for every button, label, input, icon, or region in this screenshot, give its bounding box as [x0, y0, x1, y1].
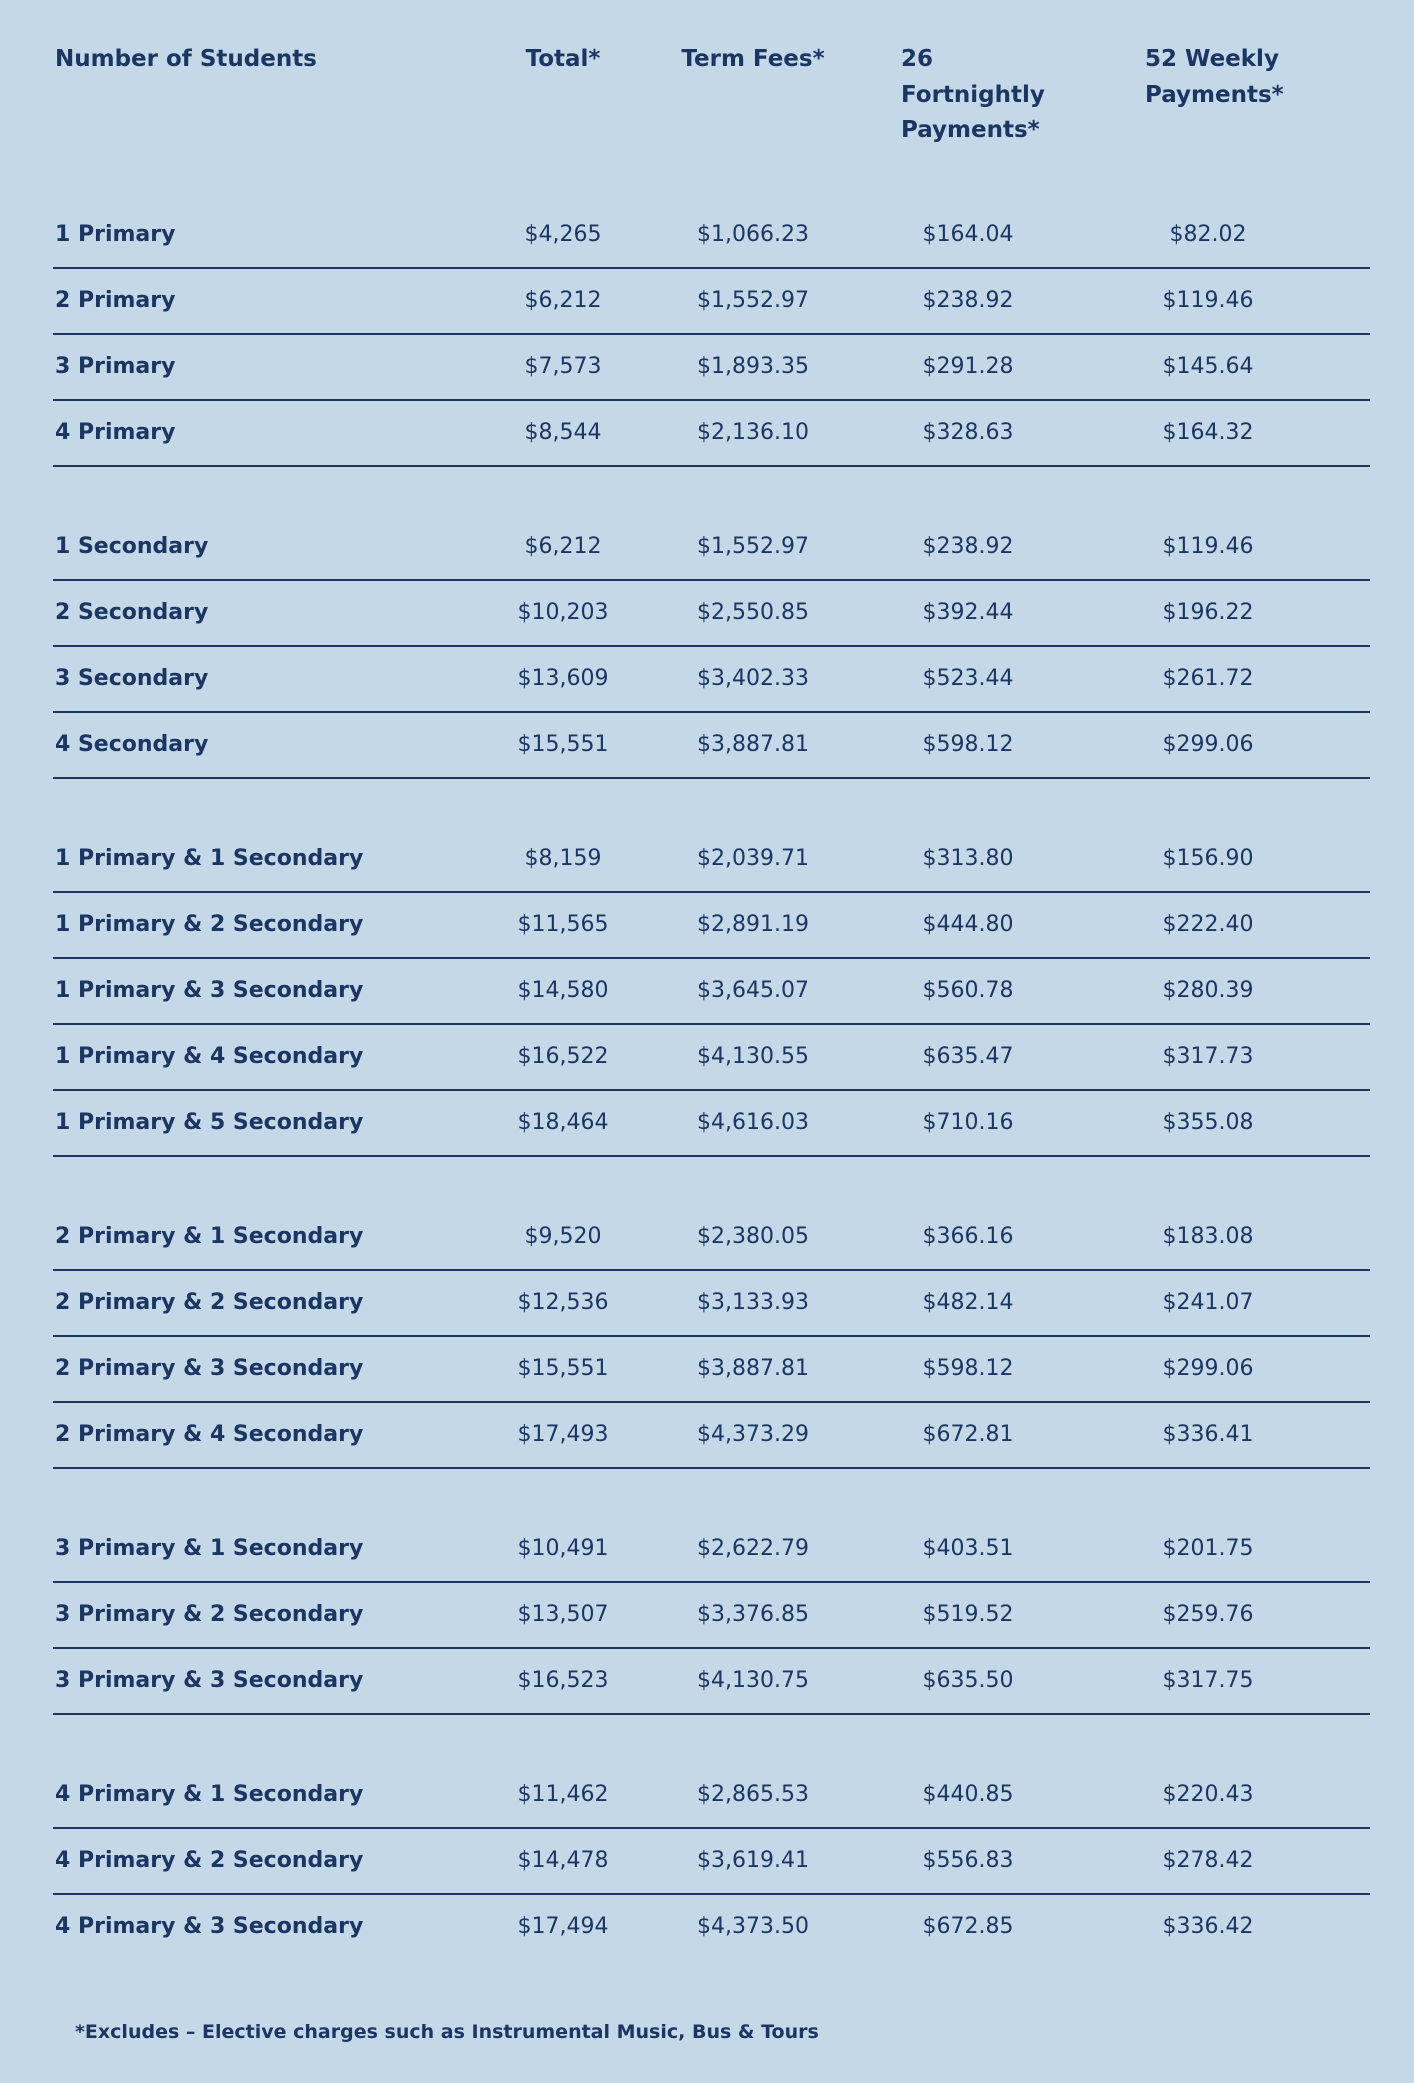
total-value: $10,203	[517, 600, 609, 626]
fortnightly-value: $598.12	[922, 1356, 1014, 1382]
table-row	[53, 647, 1370, 713]
weekly-value: $119.46	[1162, 534, 1254, 560]
table-row	[53, 269, 1370, 335]
total-value: $10,491	[517, 1536, 609, 1562]
fortnightly-value: $403.51	[922, 1536, 1014, 1562]
header-term-fees: Term Fees*	[681, 46, 825, 72]
term-fees-value: $4,373.50	[697, 1914, 809, 1940]
table-row	[53, 1895, 1370, 1959]
fortnightly-value: $313.80	[922, 846, 1014, 872]
term-fees-value: $4,616.03	[697, 1110, 809, 1136]
row-label: 3 Primary	[55, 354, 176, 380]
row-label: 2 Secondary	[55, 600, 209, 626]
term-fees-value: $1,552.97	[697, 288, 809, 314]
fortnightly-value: $238.92	[922, 288, 1014, 314]
fortnightly-value: $556.83	[922, 1848, 1014, 1874]
term-fees-value: $4,130.75	[697, 1668, 809, 1694]
total-value: $6,212	[524, 534, 602, 560]
row-label: 2 Primary & 1 Secondary	[55, 1224, 364, 1250]
row-label: 1 Secondary	[55, 534, 209, 560]
header-number-of-students: Number of Students	[55, 46, 317, 72]
fortnightly-value: $672.81	[922, 1422, 1014, 1448]
table-row	[53, 401, 1370, 467]
table-row	[53, 1025, 1370, 1091]
total-value: $18,464	[517, 1110, 609, 1136]
weekly-value: $145.64	[1162, 354, 1254, 380]
row-label: 1 Primary	[55, 222, 176, 248]
weekly-value: $119.46	[1162, 288, 1254, 314]
total-value: $12,536	[517, 1290, 609, 1316]
table-row	[53, 959, 1370, 1025]
row-label: 1 Primary & 3 Secondary	[55, 978, 364, 1004]
fee-group	[53, 203, 1370, 467]
weekly-value: $261.72	[1162, 666, 1254, 692]
fortnightly-value: $440.85	[922, 1782, 1014, 1808]
term-fees-value: $2,891.19	[697, 912, 809, 938]
fortnightly-value: $635.47	[922, 1044, 1014, 1070]
term-fees-value: $2,380.05	[697, 1224, 809, 1250]
table-row	[53, 893, 1370, 959]
row-label: 1 Primary & 1 Secondary	[55, 846, 364, 872]
term-fees-value: $1,893.35	[697, 354, 809, 380]
fee-group	[53, 515, 1370, 779]
row-label: 4 Primary & 3 Secondary	[55, 1914, 364, 1940]
fortnightly-value: $444.80	[922, 912, 1014, 938]
table-row	[53, 581, 1370, 647]
weekly-value: $156.90	[1162, 846, 1254, 872]
table-row	[53, 1517, 1370, 1583]
total-value: $15,551	[517, 732, 609, 758]
term-fees-value: $3,133.93	[697, 1290, 809, 1316]
total-value: $16,523	[517, 1668, 609, 1694]
table-row	[53, 1271, 1370, 1337]
fortnightly-value: $291.28	[922, 354, 1014, 380]
total-value: $17,493	[517, 1422, 609, 1448]
weekly-value: $82.02	[1169, 222, 1247, 248]
row-label: 3 Primary & 2 Secondary	[55, 1602, 364, 1628]
term-fees-value: $2,136.10	[697, 420, 809, 446]
row-label: 4 Primary & 1 Secondary	[55, 1782, 364, 1808]
fortnightly-value: $238.92	[922, 534, 1014, 560]
term-fees-value: $2,039.71	[697, 846, 809, 872]
table-row	[53, 827, 1370, 893]
total-value: $13,609	[517, 666, 609, 692]
table-row	[53, 1337, 1370, 1403]
fortnightly-value: $519.52	[922, 1602, 1014, 1628]
term-fees-value: $2,550.85	[697, 600, 809, 626]
total-value: $8,159	[524, 846, 602, 872]
weekly-value: $201.75	[1162, 1536, 1254, 1562]
term-fees-value: $4,130.55	[697, 1044, 809, 1070]
weekly-value: $355.08	[1162, 1110, 1254, 1136]
total-value: $14,478	[517, 1848, 609, 1874]
fortnightly-value: $672.85	[922, 1914, 1014, 1940]
fee-group	[53, 1517, 1370, 1715]
total-value: $8,544	[524, 420, 602, 446]
term-fees-value: $3,887.81	[697, 1356, 809, 1382]
fee-table-groups	[53, 203, 1370, 1959]
fortnightly-value: $482.14	[922, 1290, 1014, 1316]
weekly-value: $222.40	[1162, 912, 1254, 938]
weekly-value: $336.41	[1162, 1422, 1254, 1448]
fee-group	[53, 827, 1370, 1157]
weekly-value: $241.07	[1162, 1290, 1254, 1316]
table-row	[53, 1091, 1370, 1157]
term-fees-value: $1,552.97	[697, 534, 809, 560]
fortnightly-value: $523.44	[922, 666, 1014, 692]
weekly-value: $280.39	[1162, 978, 1254, 1004]
table-header-row	[53, 42, 1370, 149]
weekly-value: $299.06	[1162, 732, 1254, 758]
table-row	[53, 1763, 1370, 1829]
fee-group	[53, 1205, 1370, 1469]
weekly-value: $259.76	[1162, 1602, 1254, 1628]
row-label: 3 Primary & 1 Secondary	[55, 1536, 364, 1562]
header-fortnightly-payments: 26 Fortnightly Payments*	[901, 46, 1045, 144]
weekly-value: $317.75	[1162, 1668, 1254, 1694]
fortnightly-value: $560.78	[922, 978, 1014, 1004]
header-weekly-payments: 52 Weekly Payments*	[1145, 46, 1284, 108]
weekly-value: $299.06	[1162, 1356, 1254, 1382]
table-row	[53, 1583, 1370, 1649]
table-row	[53, 335, 1370, 401]
table-row	[53, 1649, 1370, 1715]
term-fees-value: $1,066.23	[697, 222, 809, 248]
term-fees-value: $4,373.29	[697, 1422, 809, 1448]
total-value: $14,580	[517, 978, 609, 1004]
row-label: 2 Primary & 2 Secondary	[55, 1290, 364, 1316]
row-label: 2 Primary & 3 Secondary	[55, 1356, 364, 1382]
table-row	[53, 515, 1370, 581]
total-value: $16,522	[517, 1044, 609, 1070]
fortnightly-value: $164.04	[922, 222, 1014, 248]
total-value: $11,462	[517, 1782, 609, 1808]
total-value: $9,520	[524, 1224, 602, 1250]
table-row	[53, 203, 1370, 269]
weekly-value: $278.42	[1162, 1848, 1254, 1874]
row-label: 4 Primary & 2 Secondary	[55, 1848, 364, 1874]
table-row	[53, 1205, 1370, 1271]
footnote: *Excludes – Elective charges such as Instrumental Music, Bus & Tours	[75, 2020, 819, 2043]
term-fees-value: $3,376.85	[697, 1602, 809, 1628]
row-label: 1 Primary & 4 Secondary	[55, 1044, 364, 1070]
weekly-value: $183.08	[1162, 1224, 1254, 1250]
weekly-value: $164.32	[1162, 420, 1254, 446]
total-value: $7,573	[524, 354, 602, 380]
row-label: 2 Primary & 4 Secondary	[55, 1422, 364, 1448]
row-label: 4 Primary	[55, 420, 176, 446]
table-row	[53, 1829, 1370, 1895]
total-value: $11,565	[517, 912, 609, 938]
total-value: $13,507	[517, 1602, 609, 1628]
header-total: Total*	[525, 46, 601, 72]
total-value: $15,551	[517, 1356, 609, 1382]
fortnightly-value: $710.16	[922, 1110, 1014, 1136]
term-fees-value: $2,865.53	[697, 1782, 809, 1808]
term-fees-value: $3,887.81	[697, 732, 809, 758]
weekly-value: $336.42	[1162, 1914, 1254, 1940]
total-value: $6,212	[524, 288, 602, 314]
weekly-value: $196.22	[1162, 600, 1254, 626]
row-label: 3 Secondary	[55, 666, 209, 692]
fortnightly-value: $366.16	[922, 1224, 1014, 1250]
total-value: $4,265	[524, 222, 602, 248]
fortnightly-value: $392.44	[922, 600, 1014, 626]
table-row	[53, 1403, 1370, 1469]
row-label: 2 Primary	[55, 288, 176, 314]
fortnightly-value: $635.50	[922, 1668, 1014, 1694]
row-label: 3 Primary & 3 Secondary	[55, 1668, 364, 1694]
term-fees-value: $2,622.79	[697, 1536, 809, 1562]
row-label: 1 Primary & 5 Secondary	[55, 1110, 364, 1136]
weekly-value: $220.43	[1162, 1782, 1254, 1808]
weekly-value: $317.73	[1162, 1044, 1254, 1070]
fee-group	[53, 1763, 1370, 1959]
total-value: $17,494	[517, 1914, 609, 1940]
table-row	[53, 713, 1370, 779]
row-label: 4 Secondary	[55, 732, 209, 758]
term-fees-value: $3,402.33	[697, 666, 809, 692]
row-label: 1 Primary & 2 Secondary	[55, 912, 364, 938]
term-fees-value: $3,645.07	[697, 978, 809, 1004]
fortnightly-value: $328.63	[922, 420, 1014, 446]
term-fees-value: $3,619.41	[697, 1848, 809, 1874]
fortnightly-value: $598.12	[922, 732, 1014, 758]
